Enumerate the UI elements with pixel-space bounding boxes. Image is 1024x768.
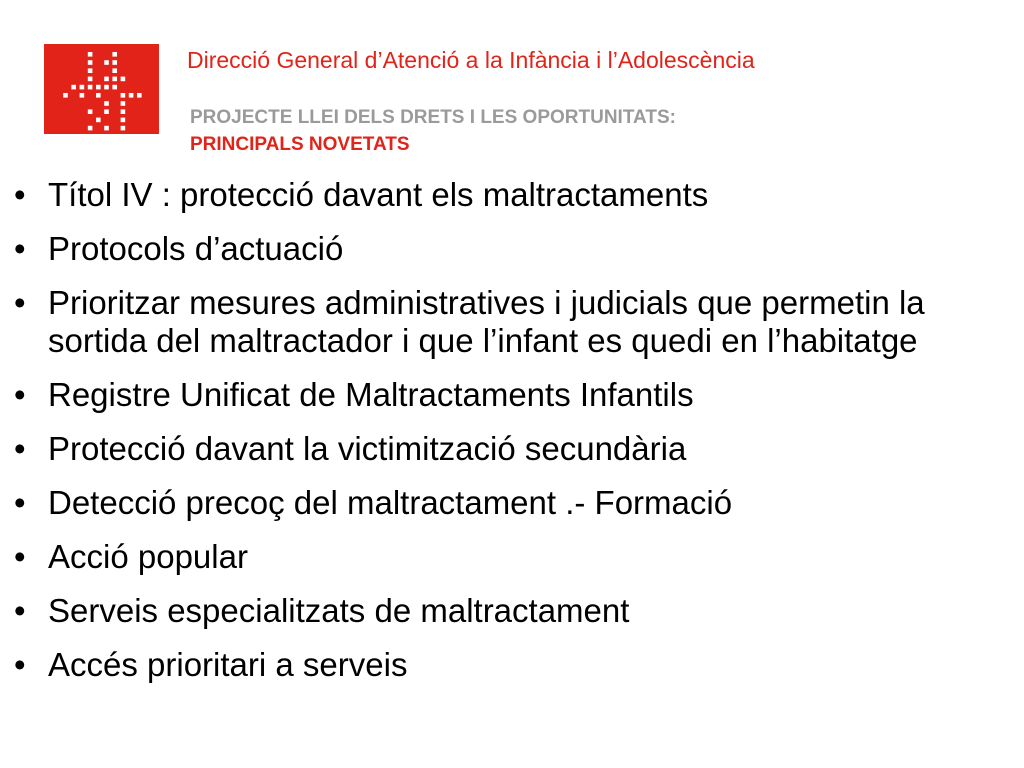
list-item bbox=[14, 176, 1004, 214]
list-item bbox=[14, 230, 1004, 268]
list-item-text: Serveis especialitzats de maltractament bbox=[48, 592, 630, 629]
list-item-text: Prioritzar mesures administratives i judicials que permetin la sortida del maltractador i que l’infant es quedi en l’habitatge bbox=[48, 284, 925, 359]
bullet-marker: • bbox=[14, 176, 26, 213]
list-item bbox=[14, 376, 1004, 414]
bullet-marker: • bbox=[14, 284, 26, 321]
bullet-marker: • bbox=[14, 484, 26, 521]
bullet-marker: • bbox=[14, 376, 26, 413]
dotted-cross-logo-icon bbox=[44, 44, 159, 134]
list-item bbox=[14, 430, 1004, 468]
bullet-list bbox=[14, 176, 1004, 700]
list-item-text: Protecció davant la victimització secundària bbox=[48, 430, 687, 467]
list-item-text: Detecció precoç del maltractament .- Formació bbox=[48, 484, 733, 521]
list-item-text: Registre Unificat de Maltractaments Infantils bbox=[48, 376, 694, 413]
bullet-marker: • bbox=[14, 592, 26, 629]
list-item-text: Títol IV : protecció davant els maltractaments bbox=[48, 176, 709, 213]
organization-name: Direcció General d’Atenció a la Infància i l’Adolescència bbox=[187, 47, 755, 73]
list-item bbox=[14, 646, 1004, 684]
bullet-marker: • bbox=[14, 430, 26, 467]
subtitle-line-2: PRINCIPALS NOVETATS bbox=[190, 134, 410, 155]
slide-subtitle bbox=[190, 104, 676, 158]
bullet-marker: • bbox=[14, 646, 26, 683]
list-item bbox=[14, 538, 1004, 576]
list-item bbox=[14, 484, 1004, 522]
list-item-text: Protocols d’actuació bbox=[48, 230, 344, 267]
bullet-marker: • bbox=[14, 538, 26, 575]
list-item bbox=[14, 284, 1004, 360]
list-item-text: Accés prioritari a serveis bbox=[48, 646, 408, 683]
bullet-marker: • bbox=[14, 230, 26, 267]
subtitle-line-1: PROJECTE LLEI DELS DRETS I LES OPORTUNITATS: bbox=[190, 107, 676, 128]
list-item bbox=[14, 592, 1004, 630]
list-item-text: Acció popular bbox=[48, 538, 248, 575]
